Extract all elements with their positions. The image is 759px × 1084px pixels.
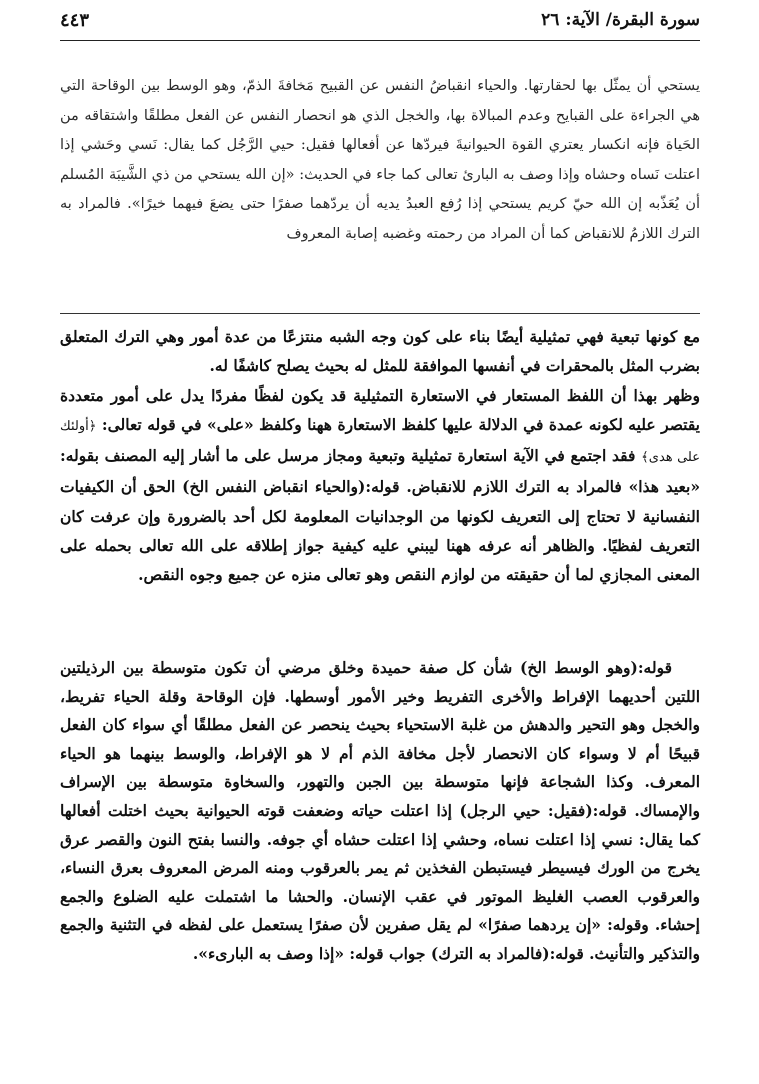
commentary-text: وظهر بهذا أن اللفظ المستعار في الاستعارة التمثيلية قد يكون لفظًا مفردًا يدل على أمور متعددة يقتصر عليه لكونه عمدة في الدلالة عليها كلفظ الاستعارة ههنا وكلفظ «على» في قوله تعالى: [60, 385, 700, 434]
commentary-block-1 [60, 322, 700, 590]
qawluhu-keyword: قوله: [592, 800, 627, 820]
commentary-text: فقد اجتمع في الآية استعارة تمثيلية وتبعية ومجاز مرسل على ما أشار إليه المصنف بقوله: «بعيد هذا» فالمراد به الترك اللازم للانقباض. [60, 446, 701, 497]
matn-sharh-divider [60, 313, 700, 314]
matn-text-block [60, 72, 700, 249]
qawluhu-keyword: قوله: [637, 658, 672, 677]
commentary-paragraph-3 [60, 654, 700, 969]
chapter-title: سورة البقرة/ الآية: ٢٦ [541, 10, 700, 30]
commentary-text: (والحياء انقباض النفس الخ) الحق أن الكيفيات النفسانية لا تحتاج إلى التعريف لكونها من الوجدانيات المعلومة لكل أحد بالضرورة وإن عرفت كان التعريف لفظيًا. والظاهر أنه عرفه ههنا ليبني عليه كيفية جواز إطلاقه على الله تعالى بحمله على المعنى المجازي لما أن حقيقته من لوازم النقص وهو تعالى منزه عن جميع وجوه النقص. [60, 477, 700, 585]
page-number: ٤٤٣ [60, 10, 90, 31]
page-header [60, 10, 700, 44]
commentary-text: (فقيل: حيي الرجل) إذا اعتلت حياته وضعفت قوته الحيوانية بحيث اختلت أفعالها كما يقال: نسي إذا اعتلت نساه، وحشي إذا اعتلت حشاه أي جوفه. والنسا بفتح النون والقصر عرق يخرج من الورك فيسيطر فيستبطن الفخذين ثم يمر بالعرقوب ومنه المرض المعروف بعرق النساء، والعرقوب العصب الغليظ الموتور في عقب الإنسان. والحشا ما اشتملت عليه الضلوع والجمع إحشاء. وقوله: «إن يردهما صفرًا» لم يقل صفرين لأن صفرًا يستعمل على لفظه في التثنية والجمع والتذكير والتأنيث. [60, 800, 700, 963]
matn-paragraph: يستحي أن يمثّل بها لحقارتها. والحياء انقباضُ النفس عن القبيح مَخافةَ الذمّ، وهو الوسط بين الوقاحة التي هي الجراءة على القبايح وعدم المبالاة بها، والخجل الذي هو انحصار النفس عن الفعل مطلقًا واشتقاقه من الحَياة فإنه انكسار يعتري القوة الحيوانيةَ فيردّها عن أفعالها فقيل: حيي الرَّجُل كما يقال: نَسي وحَشي إذا اعتلت نَساه وحشاه وإذا وصف به البارئ تعالى كما جاء في الحديث: «إن الله يستحي من ذي الشَّيبَة المُسلم أن يُعَذّبه إن الله حيّ كريم يستحي إذا رُفع العبدُ يديه أن يردّهما صفرًا حتى يضعَ فيهما خيرًا». فالمراد به الترك اللازمُ للانقباض كما أن المراد من رحمته وغضبه إصابة المعروف [60, 78, 700, 242]
header-divider [60, 40, 700, 41]
commentary-paragraph-1: مع كونها تبعية فهي تمثيلية أيضًا بناء على كون وجه الشبه منتزعًا من عدة أمور وهي الترك المتعلق بضرب المثل بالمحقرات في أنفسها الموافقة للمثل له بحيث يصلح كاشفًا له. [60, 327, 700, 376]
commentary-paragraph-2 [60, 381, 700, 590]
quran-verse: ﴿أولئك على هدى﴾ [60, 418, 700, 466]
commentary-text: (فالمراد به الترك) جواب قوله: «إذا وصف به البارىء». [192, 943, 550, 963]
qawluhu-keyword: قوله: [549, 943, 584, 963]
commentary-block-2 [60, 654, 700, 969]
commentary-text: (وهو الوسط الخ) شأن كل صفة حميدة وخلق مرضي أن تكون متوسطة بين الرذيلتين اللتين أحديهما الإفراط والأخرى التفريط وخير الأمور أوسطها. فإن الوقاحة وقلة الحياء تفريط، والخجل وهو التحير والدهش من غلبة الاستحياء بحيث ينحصر عن الفعل مطلقًا أي سواء كان الفعل قبيحًا أم لا وسواء كان الانحصار لأجل مخافة الذم أم لا هو الإفراط، والوسط بينهما هو الحياء المعرف. وكذا الشجاعة فإنها متوسطة بين الجبن والتهور، والسخاوة متوسطة بين الإسراف والإمساك. [60, 658, 700, 820]
qawluhu-keyword: قوله: [365, 477, 400, 497]
